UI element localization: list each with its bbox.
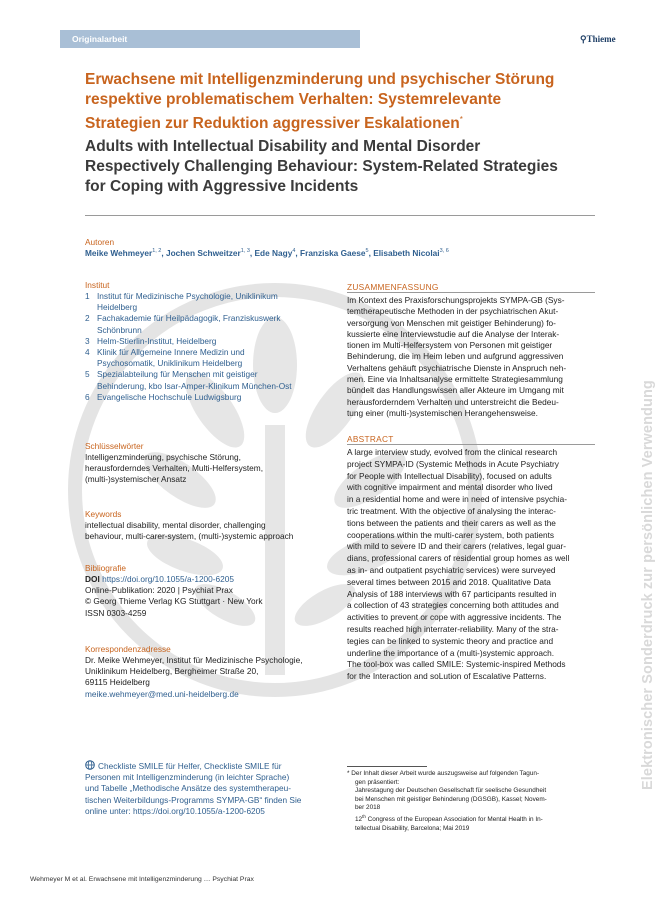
bibliografie-doi-row — [85, 574, 335, 585]
title-de-line: Erwachsene mit Intelligenzminderung und psychischer Störung — [85, 71, 555, 88]
zusammenfassung-rule — [347, 292, 595, 293]
abstract-line: a collection of 43 strategies concerning both attitudes and — [347, 600, 559, 611]
author-separator: , — [161, 248, 166, 258]
publisher-logo — [580, 34, 616, 45]
schluesselwoerter-line: herausforderndes Verhalten, Multi-Helfersystem, — [85, 463, 264, 474]
zusammenfassung-line: temtherapeutische Methoden in der psychiatrischen Akut- — [347, 306, 559, 317]
author-name[interactable]: Meike Wehmeyer — [85, 248, 153, 258]
smile-line — [85, 760, 330, 772]
keywords-line: behaviour, multi-carer-system, (multi-)systemic approach — [85, 531, 294, 542]
abstract-text — [347, 447, 597, 683]
bibliografie-issn: ISSN 0303-4259 — [85, 607, 147, 618]
schluesselwoerter-label: Schlüsselwörter — [85, 441, 144, 451]
publisher-name: Thieme — [586, 34, 616, 44]
institut-number: 6 — [85, 391, 90, 402]
author-name[interactable]: Jochen Schweitzer — [166, 248, 241, 258]
institut-number: 5 — [85, 369, 90, 380]
footnote-text: Der Inhalt dieser Arbeit wurde auszugsweise auf folgenden Tagun- — [351, 770, 540, 777]
abstract-line: activities to prevent or cope with aggressive incidents. The — [347, 612, 562, 623]
institut-number: 3 — [85, 335, 90, 346]
institut-label: Institut — [85, 280, 110, 290]
author-list — [85, 248, 505, 258]
globe-icon — [85, 760, 95, 770]
author-affiliation: 5 — [365, 248, 369, 255]
institut-item — [85, 336, 330, 347]
thieme-icon: ⚲ — [580, 34, 587, 44]
author-separator: , — [295, 248, 301, 258]
korrespondenz-text — [85, 655, 335, 700]
zusammenfassung-line: herausforderndem Verhalten und unterstreicht die Bedeu- — [347, 396, 559, 407]
institut-number: 4 — [85, 347, 90, 358]
title-de-line: respektive problematischem Verhalten: Systemrelevante — [85, 91, 502, 108]
footnote-line: ber 2018 — [355, 804, 381, 812]
footnote — [347, 770, 597, 833]
footnote-line: Jahrestagung der Deutschen Gesellschaft für seelische Gesundheit — [355, 787, 547, 795]
abstract-line: with cognitive impairment and mental disorder who lived — [347, 482, 553, 493]
abstract-label: ABSTRACT — [347, 434, 394, 444]
author-affiliation: 4 — [292, 248, 296, 255]
abstract-line: dians, professional carers of residential group homes as well — [347, 553, 570, 564]
abstract-rule — [347, 444, 595, 445]
smile-line: Personen mit Intelligenzminderung (in leichter Sprache) — [85, 772, 290, 783]
institut-item — [85, 392, 330, 403]
footnote-mark: * — [347, 770, 350, 777]
abstract-line: for the Interaction and soLution of Escalative Patterns. — [347, 671, 547, 682]
zusammenfassung-line: men. Eine via Inhaltsanalyse ermittelte Strategiesammlung — [347, 374, 563, 385]
korrespondenz-line: Uniklinikum Heidelberg, Bergheimer Straße 20, — [85, 666, 259, 677]
institut-line: Klinik für Allgemeine Innere Medizin und — [97, 347, 245, 358]
doi-link[interactable]: https://doi.org/10.1055/a-1200-6205 — [102, 574, 235, 584]
korrespondenz-label: Korrespondenzadresse — [85, 644, 171, 654]
institut-line: Behinderung, kbo Isar-Amper-Klinikum München-Ost — [97, 380, 292, 391]
smile-line: tischen Weiterbildungs-Programms SYMPA-GB“ finden Sie — [85, 794, 302, 805]
institut-item — [85, 313, 330, 335]
institut-number: 2 — [85, 313, 90, 324]
abstract-line: tegies can be linked to systemic theory and practice and — [347, 635, 554, 646]
footnote-congress-line — [347, 813, 597, 825]
smile-note — [85, 760, 330, 817]
abstract-line: A large interview study, evolved from the clinical research — [347, 447, 558, 457]
footnote-line: bei Menschen mit geistiger Behinderung (DGSGB), Kassel; Novem- — [355, 795, 547, 803]
title-divider — [85, 215, 595, 216]
bibliografie-copyright: © Georg Thieme Verlag KG Stuttgart · New York — [85, 596, 263, 607]
authors-label: Autoren — [85, 237, 115, 247]
author-separator: , — [249, 248, 255, 258]
korrespondenz-line: 69115 Heidelberg — [85, 677, 150, 688]
abstract-line: project SYMPA-ID (Systemic Methods in Acute Psychiatry — [347, 458, 559, 469]
zusammenfassung-line: versorgung von Menschen mit geistiger Behinderung) fo- — [347, 317, 556, 328]
doi-label: DOI — [85, 574, 100, 584]
author-name[interactable]: Franziska Gaese — [300, 248, 366, 258]
institut-item — [85, 291, 330, 313]
zusammenfassung-text — [347, 295, 597, 419]
zusammenfassung-line: Behinderung, die im Heim leben und aufgrund aggressiven — [347, 351, 564, 362]
footnote-rule — [347, 766, 427, 767]
title-de-line — [85, 110, 585, 134]
side-watermark-text: Elektronischer Sonderdruck zur persönlichen Verwendung — [640, 380, 656, 790]
abstract-line: tric treatment. With the objective of analysing the interac- — [347, 505, 556, 516]
schluesselwoerter-line: (multi-)systemischer Ansatz — [85, 474, 187, 485]
author-affiliation: 1, 3 — [240, 248, 250, 255]
bibliografie-label: Bibliografie — [85, 563, 127, 573]
institut-list — [85, 291, 330, 403]
author-separator: , — [368, 248, 374, 258]
title-en-line: Respectively Challenging Behaviour: System-Related Strategies — [85, 158, 558, 175]
footnote-congress-text: Congress of the European Association for Mental Health in In- — [365, 816, 543, 824]
section-label: Originalarbeit — [72, 34, 128, 44]
title-en-line: Adults with Intellectual Disability and Mental Disorder — [85, 138, 481, 155]
title-german — [85, 70, 585, 134]
zusammenfassung-line: Verhaltens gehäuft psychiatrische Dienste in Anspruch neh- — [347, 362, 567, 373]
institut-line: Evangelische Hochschule Ludwigsburg — [97, 391, 242, 402]
institut-line: Institut für Medizinische Psychologie, Uniklinikum — [97, 291, 278, 301]
zusammenfassung-label: ZUSAMMENFASSUNG — [347, 282, 439, 292]
institut-line: Spezialabteilung für Menschen mit geistiger — [97, 369, 258, 380]
title-en-line: for Coping with Aggressive Incidents — [85, 178, 359, 195]
zusammenfassung-line: bündelt das Handlungswissen aller Akteure im Umgang mit — [347, 385, 564, 396]
author-name[interactable]: Ede Nagy — [254, 248, 293, 258]
institut-line: Heidelberg — [97, 302, 138, 313]
abstract-line: results reached high interrater-reliability. Many of the stra- — [347, 623, 559, 634]
abstract-line: with mild to severe ID and their carers (relatives, legal guar- — [347, 541, 567, 552]
schluesselwoerter-text — [85, 452, 335, 486]
abstract-line: tions between the patients and their carers as well as the — [347, 517, 556, 528]
footnote-line: gen präsentiert: — [355, 778, 400, 786]
smile-line: und Tabelle „Methodische Ansätze des systemtherapeu- — [85, 783, 292, 794]
abstract-line: for People with Intellectual Disability), focused on adults — [347, 470, 552, 481]
abstract-line: Analysis of 188 interviews with 67 participants resulted in — [347, 588, 557, 599]
zusammenfassung-line: Im Kontext des Praxisforschungsprojekts SYMPA-GB (Sys- — [347, 295, 565, 305]
keywords-label: Keywords — [85, 509, 122, 519]
author-name[interactable]: Elisabeth Nicolai — [373, 248, 440, 258]
korrespondenz-line: Dr. Meike Wehmeyer, Institut für Medizinische Psychologie, — [85, 655, 303, 665]
footnote-congress-number: 12 — [355, 816, 363, 824]
footnote-congress-suffix: th — [362, 813, 366, 819]
title-english — [85, 137, 605, 197]
bibliografie-online: Online-Publikation: 2020 | Psychiat Prax — [85, 585, 233, 596]
zusammenfassung-line: tung einer (multi-)systemischen Herangehensweise. — [347, 407, 538, 418]
smile-line-text: Checkliste SMILE für Helfer, Checkliste SMILE für — [98, 761, 282, 771]
keywords-line: intellectual disability, mental disorder, challenging — [85, 520, 266, 530]
abstract-line: as in- and outpatient psychiatric services) were surveyed — [347, 564, 556, 575]
footnote-line: tellectual Disability, Barcelona; Mai 2019 — [355, 824, 470, 832]
abstract-line: The tool-box was called SMILE: Systemic-inspired Methods — [347, 659, 566, 670]
institut-line: Helm-Stierlin-Institut, Heidelberg — [97, 335, 217, 346]
institut-item — [85, 347, 330, 369]
bibliografie-text — [85, 574, 335, 619]
institut-item — [85, 369, 330, 391]
title-footnote-mark[interactable]: * — [459, 115, 463, 124]
korrespondenz-email[interactable]: meike.wehmeyer@med.uni-heidelberg.de — [85, 688, 239, 699]
author-affiliation: 1, 2 — [152, 248, 162, 255]
smile-link-line[interactable]: online unter: https://doi.org/10.1055/a-1200-6205 — [85, 805, 265, 816]
keywords-text — [85, 520, 335, 542]
institut-line: Fachakademie für Heilpädagogik, Franziskuswerk — [97, 313, 281, 324]
schluesselwoerter-line: Intelligenzminderung, psychische Störung, — [85, 452, 241, 462]
institut-number: 1 — [85, 291, 90, 301]
title-de-line-text: Strategien zur Reduktion aggressiver Eskalationen — [85, 115, 460, 133]
abstract-line: in a residential home and were in need of intensive psychia- — [347, 494, 567, 505]
running-footer: Wehmeyer M et al. Erwachsene mit Intelligenzminderung … Psychiat Prax — [30, 876, 254, 883]
abstract-line: cooperations within the multi-carer system, both patients — [347, 529, 555, 540]
institut-line: Schönbrunn — [97, 324, 142, 335]
institut-line: Psychosomatik, Uniklinikum Heidelberg — [97, 358, 243, 369]
abstract-line: underline the importance of a (multi-)systemic approach. — [347, 647, 555, 658]
zusammenfassung-line: tionen im Multi-Helfersystem von Personen mit geistiger — [347, 340, 553, 351]
zusammenfassung-line: kussierte eine Interviewstudie auf die Analyse der Interak- — [347, 328, 560, 339]
author-affiliation: 3, 6 — [439, 248, 449, 255]
footnote-first-line — [347, 770, 597, 779]
abstract-line: several times between 2015 and 2018. Qualitative Data — [347, 576, 551, 587]
